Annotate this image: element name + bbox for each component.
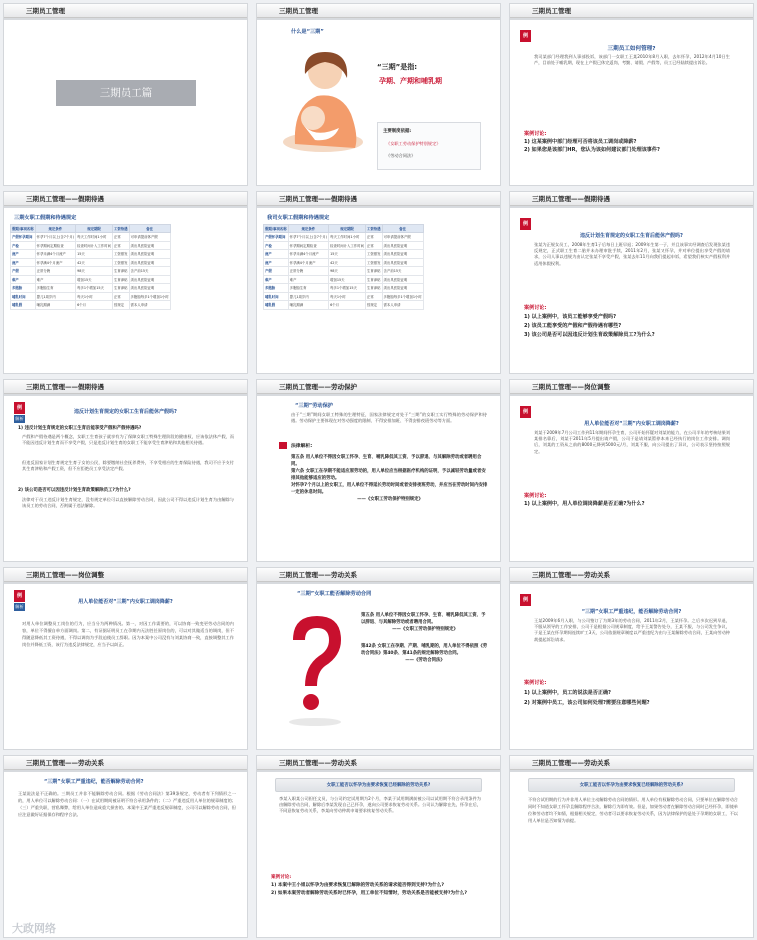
header-title: 三期员工管理——劳动关系 [279,759,357,767]
analysis-tag: 解析 [15,416,24,421]
cover-title: 三期员工篇 [56,80,196,106]
table-row [264,241,424,250]
slide-header [4,568,247,582]
table-cell: 增加15天 [76,275,113,284]
case-title: “三期”女职工严重违纪，能否解除劳动合同? [581,609,682,615]
table-header: 规定条件 [288,225,328,233]
header-title: 三期员工管理——劳动关系 [26,759,104,767]
case-discuss-label: 案例讨论: [524,493,547,499]
table-row [11,284,171,293]
table-cell: 须出具医院证明 [129,250,170,259]
table-row [264,292,424,301]
slide-title: 什么是“三期” [291,29,324,35]
slide-case-family-planning[interactable] [509,191,754,374]
case-question: 1) 这某案例中部门经理可否将该员工调岗或降薪? [524,139,637,145]
table-row [11,301,171,310]
watermark-logo: 大政网络 [12,922,56,935]
table-header: 工资待遇 [365,225,382,233]
slide-header [257,568,500,582]
table-cell: 每多1个增加15天 [76,284,113,293]
header-title: 三期员工管理——劳动关系 [532,759,610,767]
case-discuss-label: 案例讨论: [271,875,292,880]
table-cell: 哺乳期满 [288,301,328,310]
case-flag-icon: 例 [14,402,25,414]
table-cell: 含产前15天 [129,267,170,276]
table-cell: 须出具医院证明 [382,284,423,293]
table-cell: 产检 [264,241,289,250]
law-item: 《女职工劳动保护特别规定》 [386,141,441,146]
table-cell: 哺乳假 [264,301,289,310]
analysis-question: 1) 违反计划生育规定的女职工生育后能享受产假和产假待遇吗? [18,426,142,431]
header-title: 三期员工管理——劳动关系 [279,571,357,579]
table-cell: 生育津贴 [112,284,129,293]
table-cell: 增加15天 [329,275,366,284]
slide-analysis-misconduct[interactable] [3,755,248,938]
table-row [264,275,424,284]
table-cell: 含产前15天 [382,267,423,276]
slide-header [4,4,247,18]
table-cell: 生育津贴 [365,284,382,293]
slide-title: “三期”女职工能否解除劳动合同 [297,591,372,597]
slide-analysis-family-planning[interactable] [3,379,248,562]
table-row [264,301,424,310]
table-cell: 怀孕期间定期检查 [288,241,328,250]
table-cell: 多胞胎 [11,284,36,293]
analysis-title: 女职工能否以怀孕为由要求恢复已经解除的劳动关系? [579,783,684,788]
table-cell: 婴儿1周岁内 [35,292,75,301]
table-cell: 6个月 [76,301,113,310]
case-title-bar [275,778,482,792]
table-cell: 流产 [264,250,289,259]
table-cell: 婴儿1周岁内 [288,292,328,301]
table-cell: 须出具医院证明 [129,275,170,284]
header-title: 三期员工管理——岗位调整 [26,571,104,579]
table-cell: 难产 [11,275,36,284]
table-cell: 哺乳假 [11,301,36,310]
slide-cover[interactable] [3,3,248,186]
leave-table [263,224,424,310]
law-source: ——《劳动合同法》 [405,658,445,663]
case-question: 1) 以上案例中，该员工能够享受产假吗? [524,314,617,320]
header-title: 三期员工管理——假期待遇 [279,195,357,203]
table-header: 工资待遇 [112,225,129,233]
law-article: 第42条 女职工在孕期、产期、哺乳期的，用人单位不得依照《劳动合同法》第40条、第41条的规定解除劳动合同。 [361,644,488,656]
slide-header [510,568,753,582]
slide-analysis-reinstate[interactable] [509,755,754,938]
table-cell: 42天 [76,258,113,267]
table-cell: 98天 [76,267,113,276]
law-article: 第六条 女职工在孕期不能适应原劳动的，用人单位应当根据医疗机构的证明，予以减轻劳动量或者安排其他能够适应的劳动。 [291,469,486,481]
table-cell: 可申请提前休产假 [129,233,170,242]
slide-header [257,192,500,206]
case-discuss-label: 案例讨论: [524,305,547,311]
case-title: 用人单位能否对“三期”内女职工调岗降薪? [584,421,679,427]
table-cell: 产假怀孕期间 [11,233,36,242]
law-content [291,454,489,503]
table-cell: 工资照发 [112,250,129,259]
table-cell: 怀孕满4个月流产 [288,258,328,267]
case-questions [524,130,744,154]
case-text: 我司某部门经理我到人事部投诉，该部门一女职工王某2010年8月入职，去年怀孕，2012年4月10日生产，目前处于哺乳期，现在上产假已休完返岗，考勤、请假、产假等，员工已经陆续提出诉讼。 [534,54,730,66]
law-basis-heading: 主要制度依据: [383,129,412,134]
case-discuss-label: 案例讨论: [524,131,547,137]
table-cell: 须出具医院证明 [382,275,423,284]
slide-definition[interactable] [256,3,501,186]
table-cell: 需本人申请 [129,301,170,310]
case-text: 李某入职某公司担任文员，与公司约定试用期为2个月，李某于试用期满前被公司以试用期不符合录用条件为由解除劳动合同，解除后李某发现自己已怀孕，遂向公司要求恢复劳动关系。公司认为解除在先，怀孕在后，不同意恢复劳动关系，李某向劳动仲裁申请要求恢复劳动关系。 [279,796,481,814]
slide-case-reinstate[interactable] [256,755,501,938]
table-cell: 每天工作时间1小时 [329,233,366,242]
analysis-text: 王某说法是不正确的。三期员工并非不能解除劳动合同。根据《劳动合同法》第39条规定，劳动者有下列情形之一的，用人单位可以解除劳动合同：（一）在试用期间被证明不符合录用条件的；（二）严重违反用人单位的规章制度的；（三）严重失职，营私舞弊，给用人单位造成重大损害的。本案中王某严重违反规章制度，公司可以解除劳动合同，但应注意做好证据保存和程序合法。 [18,791,236,817]
law-content [361,612,489,664]
table-cell: 每天1小时 [329,292,366,301]
slide-header [4,756,247,770]
table-cell: 多胞胎生育 [35,284,75,293]
table-cell: 正常分娩 [288,267,328,276]
table-cell: 多胞胎每多1个增加1小时 [129,292,170,301]
header-title: 三期员工管理——假期待遇 [26,383,104,391]
table-cell: 产假怀孕期间 [264,233,289,242]
table-cell: 产检 [11,241,36,250]
table-row [264,284,424,293]
table-cell: 产假 [11,267,36,276]
case-title: 三期员工如何管理? [607,46,656,52]
table-cell: 怀孕期间定期检查 [35,241,75,250]
header-title: 三期员工管理——劳动保护 [279,383,357,391]
table-cell: 生育津贴 [365,267,382,276]
table-cell: 每多1个增加15天 [329,284,366,293]
case-title: 违反计划生育规定的女职工生育后能休产假吗? [580,233,683,239]
slide-title: 三期女职工假期和待遇规定 [14,215,77,221]
law-source: ——《女职工劳动保护特别规定》 [357,497,423,502]
slide-header [257,4,500,18]
slide-labour-protection[interactable] [256,379,501,562]
law-heading: 法律解析: [291,444,313,449]
case-text: 张某为正规女员工，2008年生育1子后每日上班早退；2009年生第一子，并且该事实经调查后发现张某违反规定，正式职工生育二胎并未办理审批手续，2011年2月，张某又怀孕，并对单位提出享受产假的请求，公司人事以违规为由认定张某不享受产假，张某去年11月向我们提起申诉，希望我们核实产假权利并适用休假权利。 [534,242,730,266]
table-header: 假期/事项名称 [11,225,36,233]
case-text: 王某2009年6月入职，与公司签订了为期3年的劳动合同，2011年2月，王某怀孕。之后多次迟到早退，不服从领导的工作安排，公司于是根据公司规章制度，给予王某警告处分，王某不服，与公司发生争议，于是王某在怀孕期间连续旷工3天，公司依据规章制度以严重违纪为由与王某解除劳动合同，王某向劳动仲裁提起诉讼请求。 [534,618,730,642]
analysis-text: 产假和产假待遇是两个概念，女职工生育孩子就享有为了保障女职工特殊生理阶段的健康权，应该依法休产假，而不能因违反计划生育而不享受产假，只是违反计划生育的女职工不能享受生育津贴和其他相关待遇。 [22,434,234,446]
table-cell: 按规定 [112,301,129,310]
table-cell: 可申请提前休产假 [382,233,423,242]
table-cell: 流产 [11,250,36,259]
table-cell: 正常分娩 [35,267,75,276]
table-cell: 检查时间计入工作时间 [329,241,366,250]
header-title: 三期员工管理——劳动关系 [532,571,610,579]
table-row [11,258,171,267]
table-row [264,258,424,267]
table-cell: 须出具医院证明 [129,241,170,250]
slide-case-misconduct[interactable] [509,567,754,750]
table-cell: 哺乳时间 [264,292,289,301]
table-cell: 42天 [329,258,366,267]
mother-baby-illustration [275,44,371,154]
slide-leave-table[interactable] [3,191,248,374]
slide-header [510,4,753,18]
table-cell: 正常 [365,241,382,250]
table-cell: 难产 [35,275,75,284]
table-cell: 怀孕未满4个月流产 [288,250,328,259]
table-cell: 产假 [264,267,289,276]
table-cell: 流产 [264,258,289,267]
table-cell: 6个月 [329,301,366,310]
table-cell: 按规定 [365,301,382,310]
case-flag-icon: 例 [520,218,531,230]
table-cell: 须出具医院证明 [382,241,423,250]
table-row [11,241,171,250]
case-flag-icon: 例 [520,594,531,606]
header-title: 三期员工管理——岗位调整 [532,383,610,391]
slide-company-leave-table[interactable] [256,191,501,374]
analysis-question: 2) 该公司是否可以因违反计划生育政策解除员工?为什么? [18,488,131,493]
table-cell: 难产 [264,275,289,284]
table-header: 备注 [129,225,170,233]
table-cell: 工资照发 [365,250,382,259]
slide-case-post-adjust[interactable] [509,379,754,562]
question-mark-illustration [279,610,349,730]
definition-terms: 孕期、产期和哺乳期 [379,77,442,85]
analysis-text: 对用人单位调整员工岗位的行为，应当分为两种情况。第一，对因工作需要的，可以协商一致变更劳动合同的内容，单位不得擅自单方面调岗。第二，有证据证明员工在孕期内无法胜任原岗位的，可以对其做适当的调岗，但不得随意降低其工资待遇，不得以调岗为手段迫使员工辞职。因为本案中公司没有与刘某协商一致，直接调整其工作岗位并降低工资，该行为违反法律规定，应当予以纠正。 [22,621,234,647]
case-questions [524,678,746,708]
law-source: ——《女职工劳动保护特别规定》 [392,627,458,632]
case-questions [271,874,493,898]
case-question: 2) 对案例中员工，该公司如何处理?需要注意哪些问题? [524,700,650,706]
table-cell: 多胞胎生育 [288,284,328,293]
slide-case-management[interactable] [509,3,754,186]
law-article: 第五条 用人单位不得因女职工怀孕、生育、哺乳降低其工资、予以辞退、与其解除劳动或者聘用合同。 [361,613,486,625]
table-row [264,233,424,242]
case-title: 女职工能否以怀孕为由要求恢复已经解除的劳动关系? [326,783,431,788]
slide-title: 我司女职工假期和待遇规定 [267,215,330,221]
header-title: 三期员工管理 [279,7,318,15]
header-title: 三期员工管理——假期待遇 [26,195,104,203]
slide-header [510,380,753,394]
case-question: 1) 以上案例中，用人单位调岗降薪是否正确?为什么? [524,501,645,507]
slide-header [4,192,247,206]
table-cell: 每天1小时 [76,292,113,301]
table-cell: 须出具医院证明 [129,284,170,293]
slide-grid [3,3,754,937]
table-cell: 正常 [365,292,382,301]
table-cell: 每天工作时间1小时 [76,233,113,242]
slide-title: “三期”女职工严重违纪，能否解除劳动合同? [44,779,144,785]
case-question: 3) 该公司是否可以因违反计划生育政策解除员工?为什么? [524,332,655,338]
table-row [11,267,171,276]
analysis-tag: 解析 [15,604,24,609]
table-cell: 正常 [365,233,382,242]
law-basis-box [377,122,481,170]
slide-header [4,380,247,394]
table-cell: 工资照发 [112,258,129,267]
table-cell: 15天 [329,250,366,259]
table-header: 规定条件 [35,225,75,233]
definition-lead: “三期”是指: [377,63,418,71]
case-flag-icon: 例 [520,406,531,418]
slide-header [257,756,500,770]
table-cell: 怀孕7个月以上(含7个月) [288,233,328,242]
case-question: 2) 该员工能享受的产假和产假待遇有哪些? [524,323,622,329]
analysis-title-bar [528,778,735,792]
table-header: 规定期限 [76,225,113,233]
table-header: 规定期限 [329,225,366,233]
table-row [264,250,424,259]
slide-header [257,380,500,394]
table-cell: 生育津贴 [112,275,129,284]
case-question: 2) 如果您是该部门HR，您认为该如何建议部门处理该事件? [524,147,660,153]
slide-header [510,192,753,206]
slide-header [510,756,753,770]
law-article: 对怀孕7个月以上的女职工，用人单位不得延长劳动时间或者安排夜班劳动，并应当在劳动时间内安排一定的休息时间。 [291,483,488,495]
case-text: 刘某于2009年7月公司工作到11年期间怀孕生育，公司开始怀疑对刘某的能力，在公司半年的考核结果刘某排名靠后，刘某于2011年5月提出请产假，公司于是请刘某暂停本来已经执行的岗位工作安排。调岗后，刘某的工资从之前的8000元降到5000元/月，刘某不服，向公司提出了异议，公司表示坚持按照规定。 [534,430,730,454]
intro-text: 由于“三期”期间女职工特殊的生理特征，国家法律规定对处于“三期”的女职工实行特殊的劳动保护和待遇。劳动保护主要体现在对劳动强度的限制、不得安排加班、不得安排夜班劳动等方面。 [291,412,487,424]
slide-dismissal-law[interactable] [256,567,501,750]
table-cell: 须出具医院证明 [129,258,170,267]
table-cell: 难产 [288,275,328,284]
law-article: 第五条 用人单位不得因女职工怀孕、生育、哺乳降低其工资、予以辞退、与其解除劳动或者聘用合同。 [291,455,482,467]
law-item: 《劳动合同法》 [386,153,416,158]
table-row [11,233,171,242]
table-cell: 哺乳期满 [35,301,75,310]
slide-title: “三期”劳动保护 [295,403,333,409]
table-header: 备注 [382,225,423,233]
table-cell: 哺乳时间 [11,292,36,301]
case-question: 1) 本案中王小姐以怀孕为由要求恢复已解除的劳动关系的请求能否得到支持?为什么? [271,883,445,888]
analysis-text: 但违反国家计划生育规定生育子女的公民，除要缴纳社会抚养费外，不享受相应的生育保险待遇，我司不应予支付其生育津贴和产假工资，但不应拒绝员工享受法定产假。 [22,460,234,472]
table-row [11,292,171,301]
table-cell: 正常 [112,233,129,242]
header-title: 三期员工管理 [532,7,571,15]
table-cell: 流产 [11,258,36,267]
leave-table [10,224,171,310]
header-title: 三期员工管理——假期待遇 [532,195,610,203]
case-question: 2) 如果本案劳动者解除劳动关系时已怀孕，用工单位不知情时，劳动关系是否能被支持?为什么? [271,891,467,896]
table-cell: 检查时间计入工作时间 [76,241,113,250]
table-cell: 正常 [112,241,129,250]
case-flag-icon: 例 [520,30,531,42]
table-cell: 多胞胎每多1个增加1小时 [382,292,423,301]
table-cell: 需本人申请 [382,301,423,310]
table-row [11,250,171,259]
case-questions [524,304,746,340]
table-cell: 须出具医院证明 [382,258,423,267]
table-cell: 须出具医院证明 [382,250,423,259]
case-flag-icon: 例 [14,590,25,602]
table-row [264,267,424,276]
slide-analysis-post-adjust[interactable] [3,567,248,750]
table-cell: 生育津贴 [365,275,382,284]
table-header: 假期/事项名称 [264,225,289,233]
table-cell: 怀孕未满4个月流产 [35,250,75,259]
table-cell: 多胞胎 [264,284,289,293]
table-cell: 怀孕满4个月流产 [35,258,75,267]
case-questions [524,492,746,508]
table-cell: 15天 [76,250,113,259]
analysis-text: 不符合试用期的行为并非用人单位主动解除劳动合同的情形。用人单位有权解除劳动合同，只要单位在解除劳动合同时不知道女职工怀孕且解除程序合法，解除行为即有效。但是，如果劳动者在解除劳动合同时已经怀孕，即使单位和劳动者均不知情，根据相关规定，劳动者可以要求恢复劳动关系，因为法律保护的是处于孕期的女职工，不以用人单位是否知情为前提。 [528,797,738,823]
table-cell: 生育津贴 [112,267,129,276]
analysis-text: 法律对于员工违反计划生育规定，没有规定单位可以直接解除劳动合同，因此公司不得以违反计划生育为由解除与该员工的劳动合同，否则属于违法解除。 [22,497,234,509]
table-cell: 怀孕7个月以上(含7个月) [35,233,75,242]
case-question: 1) 以上案例中，员工的说法是否正确? [524,690,612,696]
table-row [11,275,171,284]
law-marker-icon [279,442,287,449]
analysis-title: 用人单位能否对“三期”内女职工调岗降薪? [78,599,173,605]
case-discuss-label: 案例讨论: [524,680,547,686]
table-cell: 工资照发 [365,258,382,267]
analysis-title: 违反计划生育规定的女职工生育后能休产假吗? [74,409,177,415]
header-title: 三期员工管理 [26,7,65,15]
table-cell: 98天 [329,267,366,276]
table-cell: 正常 [112,292,129,301]
